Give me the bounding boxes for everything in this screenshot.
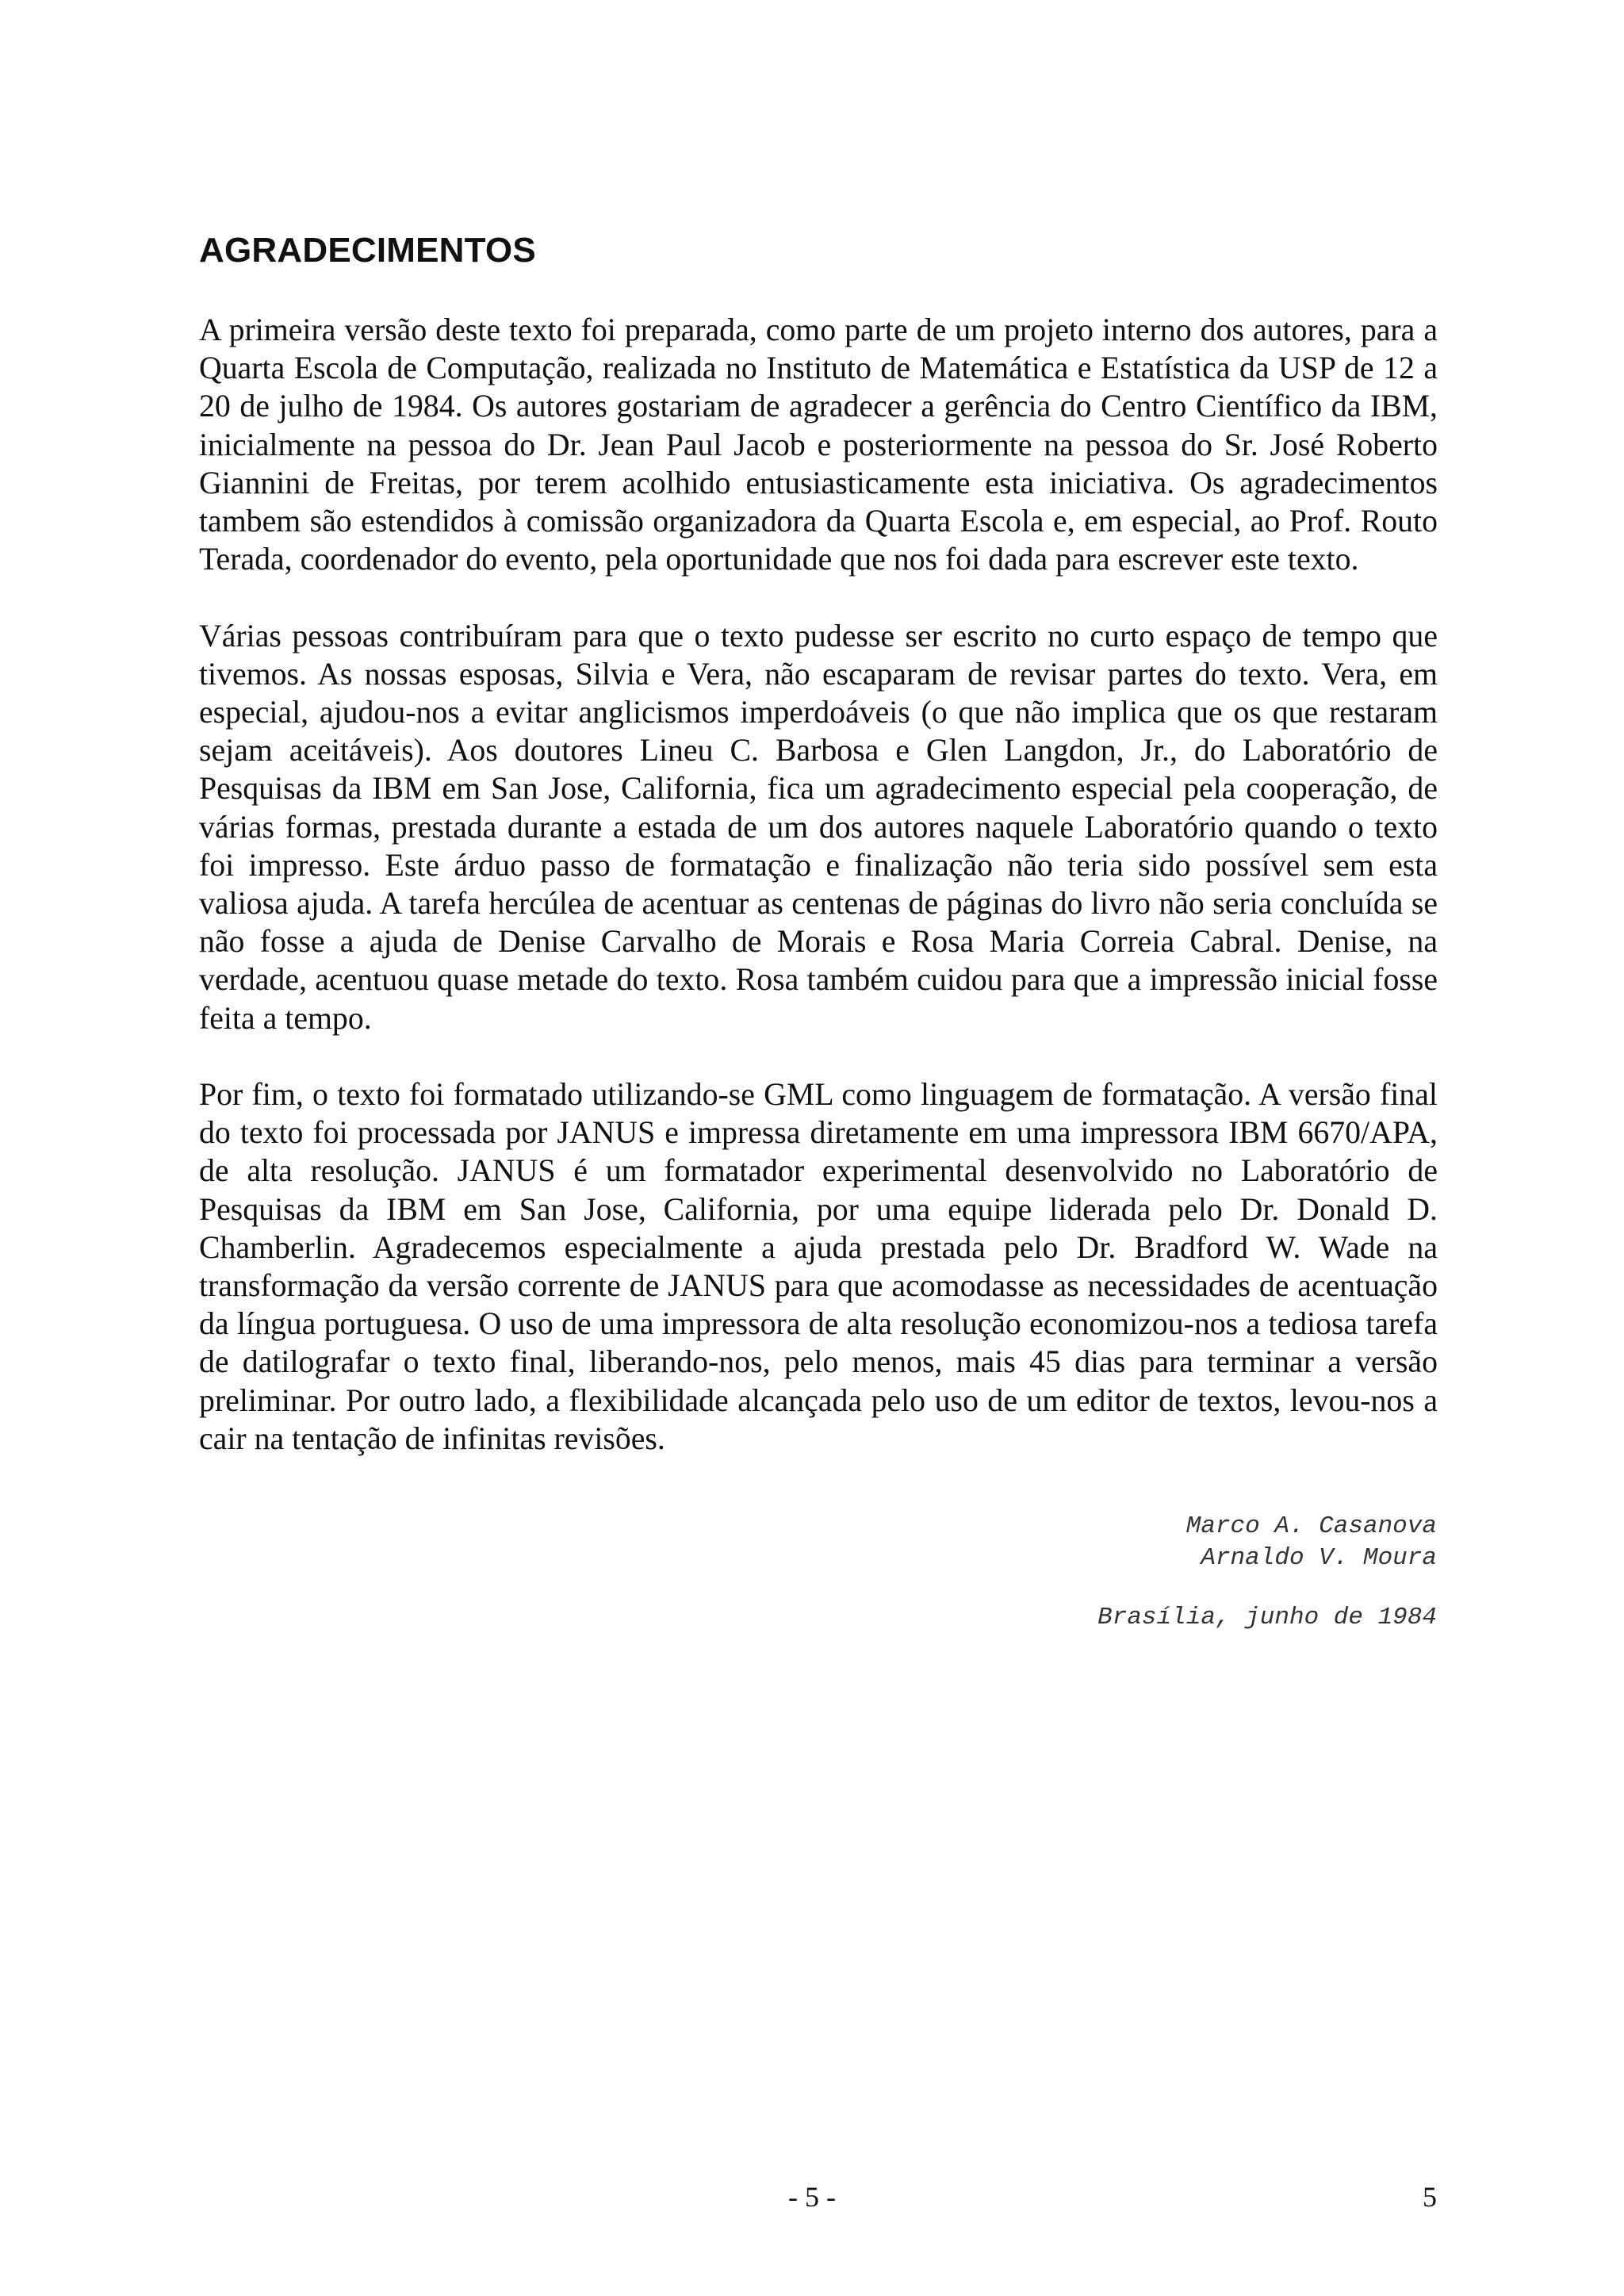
footer-page-label: - 5 -: [788, 2181, 836, 2213]
page-heading: AGRADECIMENTOS: [199, 231, 536, 270]
author-name-1: Marco A. Casanova: [1185, 1512, 1437, 1540]
footer-page-number: 5: [1423, 2181, 1437, 2213]
paragraph-2: Várias pessoas contribuíram para que o texto pudesse ser escrito no curto espaço de tempo que tivemos. As nossas esposas, Silvia e Vera, não escaparam de revisar partes do texto. Vera, em especial, ajudou-nos a evitar anglicismos imperdoáveis (o que não implica que os que restaram sejam aceitáveis). Aos doutores Lineu C. Barbosa e Glen Langdon, Jr., do Laboratório de Pesquisas da IBM em San Jose, California, fica um agradecimento especial pela cooperação, de várias formas, prestada durante a estada de um dos autores naquele Laboratório quando o texto foi impresso. Este árduo passo de formatação e finalização não teria sido possível sem esta valiosa ajuda. A tarefa hercúlea de acentuar as centenas de páginas do livro não seria concluída se não fosse a ajuda de Denise Carvalho de Morais e Rosa Maria Correia Cabral. Denise, na verdade, acentuou quase metade do texto. Rosa também cuidou para que a impressão inicial fosse feita a tempo.: [199, 618, 1438, 1036]
author-name-2: Arnaldo V. Moura: [1201, 1544, 1437, 1572]
place-date: Brasília, junho de 1984: [1097, 1604, 1437, 1631]
paragraph-3: Por fim, o texto foi formatado utilizando-se GML como linguagem de formatação. A versão final do texto foi processada por JANUS e impressa diretamente em uma impressora IBM 6670/APA, de alta resolução. JANUS é um formatador experimental desenvolvido no Laboratório de Pesquisas da IBM em San Jose, California, por uma equipe liderada pelo Dr. Donald D. Chamberlin. Agradecemos especialmente a ajuda prestada pelo Dr. Bradford W. Wade na transformação da versão corrente de JANUS para que acomodasse as necessidades de acentuação da língua portuguesa. O uso de uma impressora de alta resolução economizou-nos a tediosa tarefa de datilografar o texto final, liberando-nos, pelo menos, mais 45 dias para terminar a versão preliminar. Por outro lado, a flexibilidade alcançada pelo uso de um editor de textos, levou-nos a cair na tentação de infinitas revisões.: [199, 1077, 1438, 1456]
body-text: [199, 311, 1438, 1496]
signature-block: [723, 1511, 1437, 1574]
paragraph-1: A primeira versão deste texto foi preparada, como parte de um projeto interno dos autores, para a Quarta Escola de Computação, realizada no Instituto de Matemática e Estatística da USP de 12 a 20 de julho de 1984. Os autores gostariam de agradecer a gerência do Centro Científico da IBM, inicialmente na pessoa do Dr. Jean Paul Jacob e posteriormente na pessoa do Sr. José Roberto Giannini de Freitas, por terem acolhido entusiasticamente esta iniciativa. Os agradecimentos tambem são estendidos à comissão organizadora da Quarta Escola e, em especial, ao Prof. Routo Terada, coordenador do evento, pela oportunidade que nos foi dada para escrever este texto.: [199, 312, 1438, 577]
